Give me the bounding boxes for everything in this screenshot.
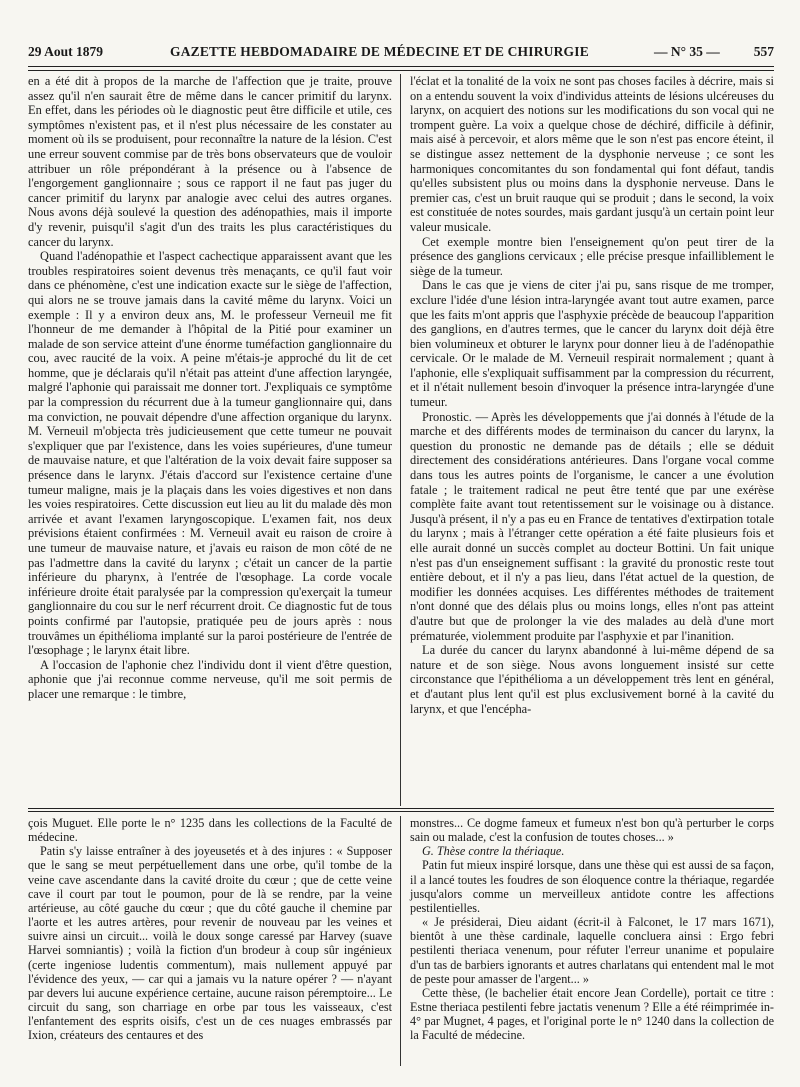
paragraph: çois Muguet. Elle porte le n° 1235 dans les collections de la Faculté de médecine. — [28, 816, 392, 845]
paragraph: Pronostic. — Après les développements que j'ai donnés à l'étude de la marche et des différents modes de terminaison du cancer du larynx, la question du pronostic ne demande pas de détails ; elle se déduit directement des considérations antérieures. Dans l'organe vocal comme dans tous les autres points de l'organisme, le cancer a une évolution fatale ; le traitement radical ne peut être tenté que par une exérèse complète faite avant tout retentissement sur le voisinage ou à distance. Jusqu'à présent, il n'y a pas eu en France de tentatives d'extirpation totale du larynx ; mais à l'étranger cette opération a été faite plusieurs fois et elle aurait donné un succès complet au docteur Bottini. Un fait unique n'est pas d'un enseignement suffisant : la gravité du pronostic reste tout entière debout, et il n'y a pas lieu, dans l'état actuel de la question, de modifier les données acquises. Les différentes méthodes de traitement n'ont donné que des délais plus ou moins longs, elles n'ont pas atteint d'autre but que de prolonger la vie des malades au delà d'une mort prématurée, violemment produite par l'asphyxie et par l'inanition. — [410, 409, 774, 643]
feuilleton-column-left — [28, 816, 392, 1043]
paragraph: A l'occasion de l'aphonie chez l'individu dont il vient d'être question, aphonie que j'ai reconnue comme nerveuse, qu'il me soit permis de placer une remarque : le timbre, — [28, 657, 392, 701]
feuilleton-column-right — [410, 816, 774, 1043]
main-column-left — [28, 74, 392, 702]
paragraph: Cette thèse, (le bachelier était encore Jean Cordelle), portait ce titre : Estne theriaca pestilenti febre jactatis venenum ? Elle a été réimprimée in-4° par Mugnet, 4 pages, et l'original porte le n° 1240 dans la collection de la Faculté de médecine. — [410, 985, 774, 1043]
journal-title: GAZETTE HEBDOMADAIRE DE MÉDECINE ET DE CHIRURGIE — [170, 44, 589, 59]
paragraph: Patin s'y laisse entraîner à des joyeusetés et à des injures : « Supposer que le sang se meut perpétuellement dans une orbe, qu'il tombe de la veine cave ascendante dans la cavité droite du cœur ; que de cette veine cave il court par tout le poumon, pour de là se rendre, par la veine artérieuse, au côté gauche du cœur ; que du côté gauche il chemine par l'aorte et les autres artères, pour revenir de nouveau par les veines et suivre ainsi un circuit... voilà le doux songe caressé par Harvey (suave Harvei somniantis) ; voilà la fiction d'un brodeur à coup sûr ingénieux (certe ingeniose ludentis commentum), mais nullement appuyé par l'évidence des yeux, — car qui a jamais vu la nature opérer ? — n'ayant par devers lui aucune expérience certaine, aucune raison péremptoire... Le circuit du sang, son charriage en orbe par tous les vaisseaux, c'est l'enfantement des esprits oisifs, c'est un de ces nuages embrassés par Ixion, créateurs des centaures et des — [28, 844, 392, 1043]
paragraph: « Je présiderai, Dieu aidant (écrit-il à Falconet, le 17 mars 1671), bientôt à une thèse cardinale, laquelle concluera ainsi : Ergo febri pestilenti theriaca venenum, pour réfuter l'erreur unanime et populaire d'un tas de barbiers ignorants et autres charlatans qui entendent mal le mot de peste pour amasser de l'argent... » — [410, 915, 774, 986]
paragraph: Patin fut mieux inspiré lorsque, dans une thèse qui est aussi de sa façon, il a lancé toutes les foudres de son éloquence contre la thériaque, regardée jusqu'alors comme un merveilleux antidote contre les affections pestilentielles. — [410, 858, 774, 915]
issue-date: 29 Aout 1879 — [28, 44, 104, 59]
column-divider — [400, 74, 401, 806]
page-number: 557 — [753, 44, 774, 59]
paragraph: monstres... Ce dogme fameux et fumeux n'est bon qu'à perturber le corps sain ou malade, c'est la confusion de toutes choses... » — [410, 816, 774, 845]
header-rule — [28, 66, 774, 71]
paragraph: Quand l'adénopathie et l'aspect cachectique apparaissent avant que les troubles respiratoires soient devenus très menaçants, ce qu'il faut voir dans ce phénomène, c'est une indication exacte sur le siège de l'affection, qui alors ne se trouve jamais dans la cavité même du larynx. Voici un exemple : Il y a environ deux ans, M. le professeur Verneuil me fit l'honneur de me demander à l'hôpital de la Pitié pour examiner un malade de son service atteint d'une énorme tuméfaction ganglionnaire du cou, avec raucité de la voix. A peine m'étais-je approché du lit de cet homme, que je déclarais qu'il n'était pas atteint d'une affection laryngée, malgré l'aphonie qui paraissait me donner tort. J'expliquais ce symptôme par la compression du récurrent due à la tumeur ganglionnaire qui, dans ma conviction, ne pouvait dépendre d'une affection organique du larynx. M. Verneuil m'objecta très judicieusement que cette tumeur ne pouvait s'expliquer que par l'existence, dans les voies supérieures, d'une tumeur de mauvaise nature, et que l'altération de la voix devait faire supposer sa présence dans le larynx. J'étais d'accord sur l'existence certaine d'une tumeur maligne, mais je la plaçais dans les voies digestives et non dans les voies respiratoires. Cette discussion eut lieu au lit du malade dès mon arrivée et avant l'examen laryngoscopique. L'examen fait, nos deux prévisions étaient confirmées : M. Verneuil avait eu raison de croire à une tumeur de mauvaise nature, et j'avais eu raison de mon côté de ne pas l'admettre dans la cavité du larynx ; c'était un cancer de la partie inférieure du pharynx, à l'entrée de l'œsophage. La corde vocale inférieure droite était paralysée par la compression qu'exerçait la tumeur ganglionnaire du cou sur le nerf récurrent droit. Ce diagnostic fut de tous points confirmé par l'autopsie, pratiquée peu de jours après : nous trouvâmes un épithélioma implanté sur la paroi postérieure de l'entrée de l'œsophage ; le larynx était libre. — [28, 249, 392, 658]
paragraph: La durée du cancer du larynx abandonné à lui-même dépend de sa nature et de son siège. Nous avons longuement insisté sur cette circonstance que l'épithélioma a un développement très lent en général, et d'autant plus lent qu'il est plus exclusivement borné à la cavité du larynx, et que l'encépha- — [410, 643, 774, 716]
feuilleton-divider — [400, 816, 401, 1066]
issue-number: — N° 35 — — [654, 44, 720, 59]
section-heading: G. Thèse contre la thériaque. — [422, 844, 565, 859]
paragraph: l'éclat et la tonalité de la voix ne sont pas choses faciles à décrire, mais si on a entendu souvent la voix d'individus atteints de lésions ulcéreuses du larynx, on acquiert des notions sur les modifications du son vocal qui ne trompent guère. La voix a quelque chose de déchiré, difficile à définir, mais aisé à percevoir, et alors même que le son n'est pas encore éteint, il se distingue assez nettement de la dysphonie nerveuse ; ce sont les harmoniques concomitantes du son fondamental qui font défaut, tandis qu'elles subsistent plus ou moins dans la dysphonie nerveuse. Dans le premier cas, c'est un bruit rauque qui se produit ; dans le second, la voix est constituée de notes sourdes, mais gardant jusqu'à un certain point leur valeur musicale. — [410, 74, 774, 234]
main-column-right — [410, 74, 774, 716]
paragraph: Dans le cas que je viens de citer j'ai pu, sans risque de me tromper, exclure l'idée d'une lésion intra-laryngée avant tout autre examen, parce que les faits m'ont appris que l'asphyxie précède de beaucoup l'apparition des ganglions, en d'autres termes, que le cancer du larynx doit déjà être bien volumineux et obturer le larynx pour donner lieu à de l'adénopathie cervicale. Or le malade de M. Verneuil respirait normalement ; quant à l'aphonie, elle s'expliquait suffisamment par la compression du récurrent, et il n'était nullement besoin d'invoquer la présence intra-laryngée d'une tumeur. — [410, 278, 774, 410]
paragraph: Cet exemple montre bien l'enseignement qu'on peut tirer de la présence des ganglions cervicaux ; elle précise presque infailliblement le siège de la tumeur. — [410, 234, 774, 278]
page-header — [28, 40, 774, 64]
paragraph: en a été dit à propos de la marche de l'affection que je traite, prouve assez qu'il n'en saurait être de même dans le cancer primitif du larynx. En effet, dans les périodes où le diagnostic peut être difficile et utile, ces symptômes n'existent pas, et il n'est plus nécessaire de les constater au moment où ils se produisent, pour reconnaître la nature de la lésion. C'est une erreur souvent commise par de très bons observateurs que de vouloir attribuer un rôle prépondérant à la présence ou à l'absence de l'engorgement ganglionnaire ; sous ce rapport il ne faut pas juger du cancer primitif du larynx par analogie avec celui des autres organes. Nous avons déjà soulevé la question des adénopathies, mais il importe d'y revenir, puisqu'il s'agit d'un des traits les plus caractéristiques du cancer du larynx. — [28, 74, 392, 249]
feuilleton-rule — [28, 808, 774, 812]
